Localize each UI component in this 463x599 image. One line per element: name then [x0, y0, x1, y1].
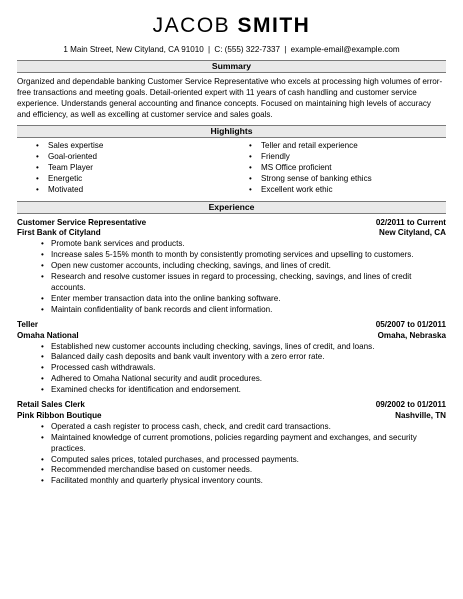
bullet-icon: • — [36, 162, 39, 172]
bullet-icon: • — [36, 184, 39, 194]
highlights-left-column — [17, 141, 249, 196]
job-title-row — [17, 400, 446, 411]
bullet-icon: • — [36, 141, 39, 150]
list-item: • Maintain confidentiality of bank records and client information. — [41, 304, 273, 314]
list-item: • Established new customer accounts including checking, savings, lines of credit, and loans. — [41, 341, 375, 351]
job-title-row — [17, 218, 446, 229]
job-entry — [17, 218, 446, 316]
job-location: Nashville, TN — [395, 410, 446, 420]
highlight-item: • Sales expertise — [36, 141, 104, 150]
bullet-icon: • — [249, 141, 252, 150]
highlight-item: • Teller and retail experience — [249, 141, 358, 150]
bullet-icon: • — [41, 432, 44, 442]
bullet-icon: • — [41, 261, 44, 271]
job-title: Teller — [17, 319, 38, 329]
highlight-item: • Goal-oriented — [36, 151, 98, 161]
summary-text: Organized and dependable banking Customer Service Representative who excels at processing high volumes of error-free transactions and meeting goals. Detail-oriented expert with 11 years of cash handling and customer service experience. Understands general accounting and finance concepts. Focused on maintaining high levels of accuracy and efficiency, as well as excelling at customer service and sales goals. — [17, 77, 443, 119]
job-entry — [17, 400, 446, 487]
list-item: • Open new customer accounts, including checking, savings, and lines of credit. — [41, 261, 331, 271]
email[interactable]: example-email@example.com — [290, 45, 400, 54]
highlight-item: • Energetic — [36, 173, 83, 183]
bullet-icon: • — [41, 341, 44, 351]
bullet-icon: • — [36, 151, 39, 161]
list-item: • Examined checks for identification and endorsement. — [41, 385, 241, 395]
bullet-icon: • — [249, 151, 252, 161]
highlight-item: • Strong sense of banking ethics — [249, 173, 372, 183]
bullet-icon: • — [41, 272, 44, 282]
list-item: • Maintained knowledge of current promotions, policies regarding payment and exchanges, and security practices. — [41, 432, 417, 453]
highlights-heading: Highlights — [17, 125, 446, 138]
highlight-item: • Motivated — [36, 184, 84, 194]
list-item: • Enter member transaction data into the online banking software. — [41, 293, 281, 303]
list-item: • Processed cash withdrawals. — [41, 363, 156, 373]
bullet-icon: • — [41, 421, 44, 431]
job-company: Pink Ribbon Boutique — [17, 410, 102, 420]
bullet-icon: • — [41, 385, 44, 395]
bullet-icon: • — [41, 454, 44, 464]
bullet-icon: • — [249, 173, 252, 183]
bullet-icon: • — [249, 184, 252, 194]
job-duties — [17, 422, 446, 487]
list-item: • Research and resolve customer issues in regard to processing, checking, savings, and lines of credit accounts. — [41, 272, 412, 292]
list-item: • Facilitated monthly and quarterly physical inventory counts. — [41, 476, 263, 486]
job-dates: 02/2011 to Current — [375, 217, 446, 227]
job-company-row — [17, 228, 446, 239]
bullet-icon: • — [36, 173, 39, 183]
list-item: • Increase sales 5-15% month to month by consistently promoting services and upselling to customers. — [41, 250, 414, 260]
highlight-item: • Friendly — [249, 151, 290, 161]
list-item: • Recommended merchandise based on customer needs. — [41, 465, 253, 475]
phone: C: (555) 322-7337 — [214, 45, 281, 54]
job-company-row — [17, 411, 446, 422]
highlights-right-column — [249, 141, 372, 196]
job-dates: 05/2007 to 01/2011 — [375, 319, 446, 329]
list-item: • Computed sales prices, totaled purchases, and processed payments. — [41, 454, 299, 464]
first-name: JACOB — [152, 14, 231, 37]
highlight-item: • Team Player — [36, 162, 93, 172]
bullet-icon: • — [41, 363, 44, 373]
bullet-icon: • — [41, 374, 44, 384]
job-company: Omaha National — [17, 330, 79, 340]
bullet-icon: • — [41, 239, 44, 249]
bullet-icon: • — [41, 304, 44, 314]
bullet-icon: • — [41, 250, 44, 260]
job-title-row — [17, 320, 446, 331]
job-duties — [17, 342, 446, 397]
highlights-grid — [17, 141, 446, 196]
list-item: • Balanced daily cash deposits and bank vault inventory with a zero error rate. — [41, 352, 325, 362]
job-duties — [17, 239, 446, 315]
job-title: Customer Service Representative — [17, 217, 147, 227]
bullet-icon: • — [41, 352, 44, 362]
bullet-icon: • — [249, 162, 252, 172]
highlight-item: • Excellent work ethic — [249, 184, 333, 194]
job-company: First Bank of Cityland — [17, 228, 101, 238]
job-location: New Cityland, CA — [378, 228, 446, 238]
highlight-item: • MS Office proficient — [249, 162, 332, 172]
separator: | — [284, 45, 287, 54]
bullet-icon: • — [41, 465, 44, 475]
contact-line — [17, 44, 446, 55]
job-location: Omaha, Nebraska — [377, 330, 446, 340]
list-item: • Adhered to Omaha National security and audit procedures. — [41, 374, 263, 384]
last-name: SMITH — [237, 14, 311, 37]
job-dates: 09/2002 to 01/2011 — [375, 400, 446, 410]
candidate-name — [17, 0, 446, 38]
job-company-row — [17, 331, 446, 342]
job-entry — [17, 320, 446, 396]
bullet-icon: • — [41, 293, 44, 303]
list-item: • Operated a cash register to process cash, check, and credit card transactions. — [41, 421, 331, 431]
experience-heading: Experience — [17, 201, 446, 214]
separator: | — [207, 45, 211, 54]
address: 1 Main Street, New Cityland, CA 91010 — [63, 45, 204, 54]
list-item: • Promote bank services and products. — [41, 239, 185, 249]
job-title: Retail Sales Clerk — [17, 400, 85, 410]
bullet-icon: • — [41, 476, 44, 486]
summary-heading: Summary — [17, 60, 446, 73]
